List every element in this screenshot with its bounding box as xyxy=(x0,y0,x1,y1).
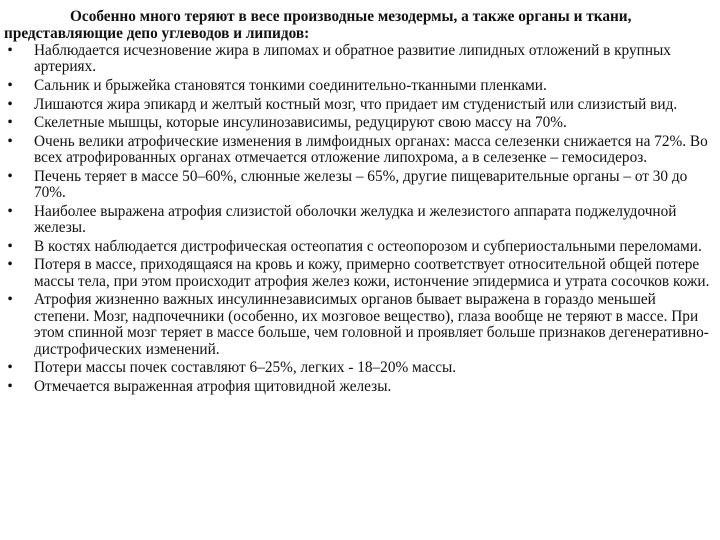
bullet-icon: • xyxy=(7,132,13,150)
document-heading: Особенно много теряют в весе производные мезодермы, а также органы и ткани, представляющие депо углеводов и липидов: xyxy=(4,8,632,42)
list-item xyxy=(4,360,710,376)
list-item-text: Потеря в массе, приходящаяся на кровь и кожу, примерно соответствует относительной общей потере массы тела, при этом происходит атрофия желез кожи, истончение эпидермиса и утрата сосочков кожи. xyxy=(34,256,710,290)
bullet-list xyxy=(4,43,710,395)
list-item-text: Потери массы почек составляют 6–25%, легких - 18–20% массы. xyxy=(34,359,457,377)
list-item xyxy=(4,204,710,237)
list-item-text: В костях наблюдается дистрофическая остеопатия с остеопорозом и субпериостальными переломами. xyxy=(34,237,702,255)
bullet-icon: • xyxy=(7,167,13,185)
list-item-text: Печень теряет в массе 50–60%, слюнные железы – 65%, другие пищеварительные органы – от 30 до 70%. xyxy=(34,167,688,202)
list-item xyxy=(4,239,710,255)
list-item-text: Отмечается выраженная атрофия щитовидной железы. xyxy=(34,377,392,395)
list-item-text: Очень велики атрофические изменения в лимфоидных органах: масса селезенки снижается на 72%. Во всех атрофированных органах отмечается отложение липохрома, а в селезенке – гемосидероз. xyxy=(34,132,708,167)
bullet-icon: • xyxy=(7,77,13,94)
list-item xyxy=(4,169,710,202)
bullet-icon: • xyxy=(7,237,13,255)
bullet-icon: • xyxy=(7,95,13,113)
bullet-icon: • xyxy=(7,359,13,377)
bullet-icon: • xyxy=(7,114,13,132)
list-item-text: Наиболее выражена атрофия слизистой оболочки желудка и железистого аппарата поджелудочной железы. xyxy=(34,202,677,237)
list-item xyxy=(4,78,710,94)
bullet-icon: • xyxy=(7,42,13,59)
list-item xyxy=(4,257,710,290)
list-item xyxy=(4,292,710,358)
list-item xyxy=(4,43,710,76)
list-item-text: Скелетные мышцы, которые инсулинозависимы, редуцируют свою массу на 70%. xyxy=(34,114,567,132)
list-item-text: Лишаются жира эпикард и желтый костный мозг, что придает им студенистый или слизистый вид. xyxy=(34,95,678,113)
list-item-text: Атрофия жизненно важных инсулиннезависимых органов бывает выражена в гораздо меньшей степени. Мозг, надпочечники (особенно, их мозговое вещество), глаза вообще не теряют в массе. При этом спинной мозг теряет в массе больше, чем головной и проявляет больше признаков дегенеративно-дистрофических изменений. xyxy=(34,291,709,358)
list-item xyxy=(4,97,710,113)
bullet-icon: • xyxy=(7,202,13,220)
list-item xyxy=(4,379,710,395)
list-item xyxy=(4,134,710,167)
document-page xyxy=(4,9,710,397)
bullet-icon: • xyxy=(7,256,13,274)
bullet-icon: • xyxy=(7,377,13,395)
list-item xyxy=(4,115,710,131)
list-item-text: Сальник и брыжейка становятся тонкими соединительно-тканными пленками. xyxy=(34,77,547,94)
list-item-text: Наблюдается исчезновение жира в липомах и обратное развитие липидных отложений в крупных артериях. xyxy=(34,42,671,76)
bullet-icon: • xyxy=(7,291,13,309)
